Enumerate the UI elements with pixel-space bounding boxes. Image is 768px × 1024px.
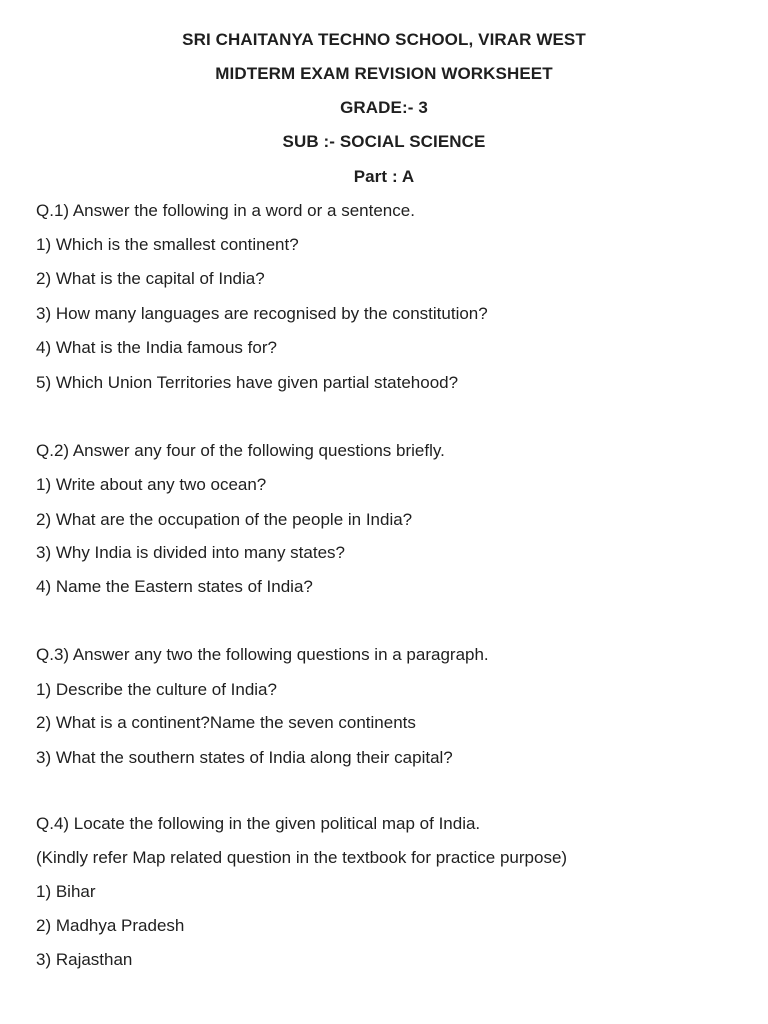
part-label: Part : A [353, 167, 415, 186]
section-4-question: 1) Bihar [36, 882, 96, 901]
section-4-heading: Q.4) Locate the following in the given political map of India. [36, 814, 481, 833]
section-2-question: 4) Name the Eastern states of India? [36, 577, 313, 596]
section-3-question: 3) What the southern states of India along their capital? [36, 748, 453, 767]
section-1-question: 2) What is the capital of India? [36, 269, 265, 288]
section-3-question: 2) What is a continent?Name the seven continents [36, 713, 416, 732]
section-3-question: 1) Describe the culture of India? [36, 680, 277, 699]
section-4-question: 3) Rajasthan [36, 950, 133, 969]
section-1-question: 4) What is the India famous for? [36, 338, 277, 357]
section-1-question: 3) How many languages are recognised by the constitution? [36, 304, 488, 323]
subject-label: SUB :- SOCIAL SCIENCE [282, 132, 486, 151]
section-2-heading: Q.2) Answer any four of the following questions briefly. [36, 441, 445, 460]
section-4-note: (Kindly refer Map related question in the textbook for practice purpose) [36, 848, 568, 867]
section-4-question: 2) Madhya Pradesh [36, 916, 185, 935]
section-1-question: 5) Which Union Territories have given partial statehood? [36, 373, 459, 392]
section-3-heading: Q.3) Answer any two the following questions in a paragraph. [36, 645, 489, 664]
worksheet-title: MIDTERM EXAM REVISION WORKSHEET [215, 64, 553, 83]
section-1-question: 1) Which is the smallest continent? [36, 235, 299, 254]
section-2-question: 3) Why India is divided into many states? [36, 543, 345, 562]
section-2-question: 1) Write about any two ocean? [36, 475, 267, 494]
section-1-heading: Q.1) Answer the following in a word or a sentence. [36, 201, 415, 220]
section-2-question: 2) What are the occupation of the people in India? [36, 510, 413, 529]
school-name: SRI CHAITANYA TECHNO SCHOOL, VIRAR WEST [182, 30, 586, 49]
grade-label: GRADE:- 3 [340, 98, 428, 117]
